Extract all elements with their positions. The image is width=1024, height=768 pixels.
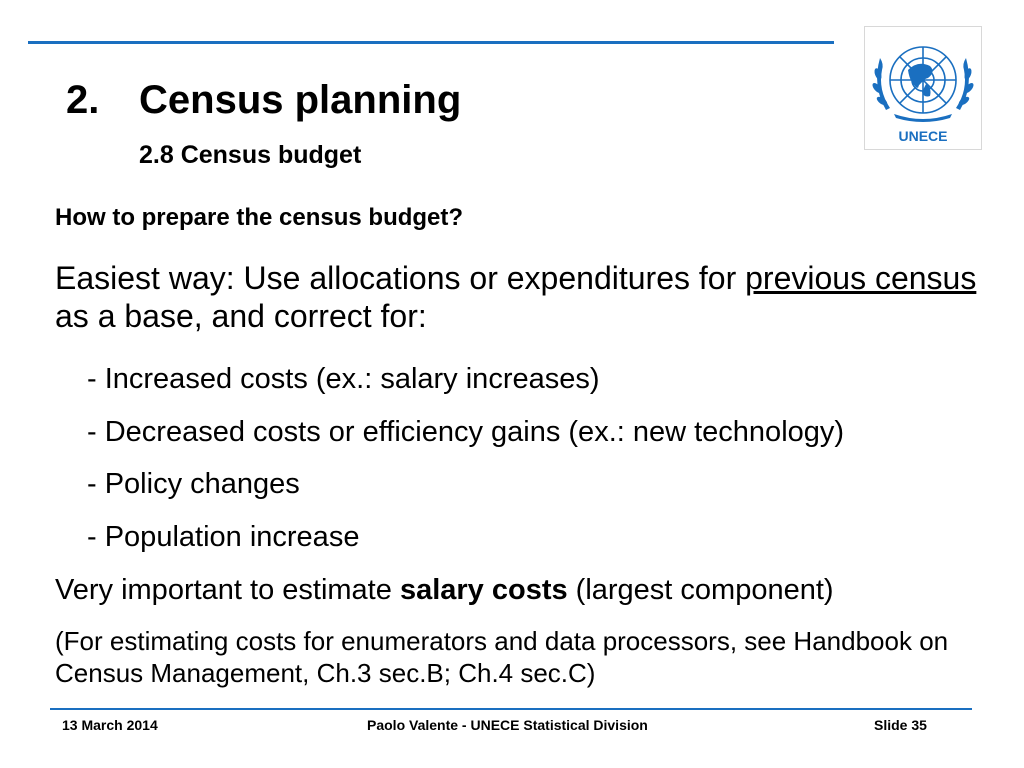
- slide-subtitle: 2.8 Census budget: [139, 141, 362, 169]
- un-emblem-icon: [864, 26, 982, 150]
- reference-note: (For estimating costs for enumerators and data processors, see Handbook on Census Management, Ch.3 sec.B; Ch.4 sec.C): [55, 626, 949, 688]
- intro-text-1: Easiest way: Use allocations or expenditures for: [55, 260, 746, 296]
- bullet-item: - Increased costs (ex.: salary increases): [87, 363, 600, 395]
- intro-underlined-text: previous census: [745, 260, 977, 296]
- header-divider: [28, 41, 834, 44]
- important-bold-text: salary costs: [399, 574, 568, 606]
- intro-paragraph: [55, 259, 995, 335]
- bullet-item: - Decreased costs or efficiency gains (ex.: new technology): [87, 416, 845, 448]
- unece-logo: [864, 26, 982, 150]
- logo-text: UNECE: [898, 128, 948, 144]
- important-text-1: Very important to estimate: [55, 574, 400, 606]
- intro-text-2: as a base, and correct for:: [55, 298, 427, 334]
- footer-divider: [50, 708, 972, 710]
- section-question: How to prepare the census budget?: [55, 204, 464, 231]
- bullet-item: - Policy changes: [87, 468, 300, 500]
- important-line: [55, 574, 834, 607]
- footer-author: Paolo Valente - UNECE Statistical Division: [367, 717, 648, 733]
- bullet-item: - Population increase: [87, 521, 360, 553]
- footer-date: 13 March 2014: [62, 717, 158, 733]
- title-number: 2.: [66, 78, 100, 122]
- important-text-2: (largest component): [567, 574, 834, 606]
- slide-title: Census planning: [139, 78, 462, 122]
- footer-slide-number: Slide 35: [874, 717, 927, 733]
